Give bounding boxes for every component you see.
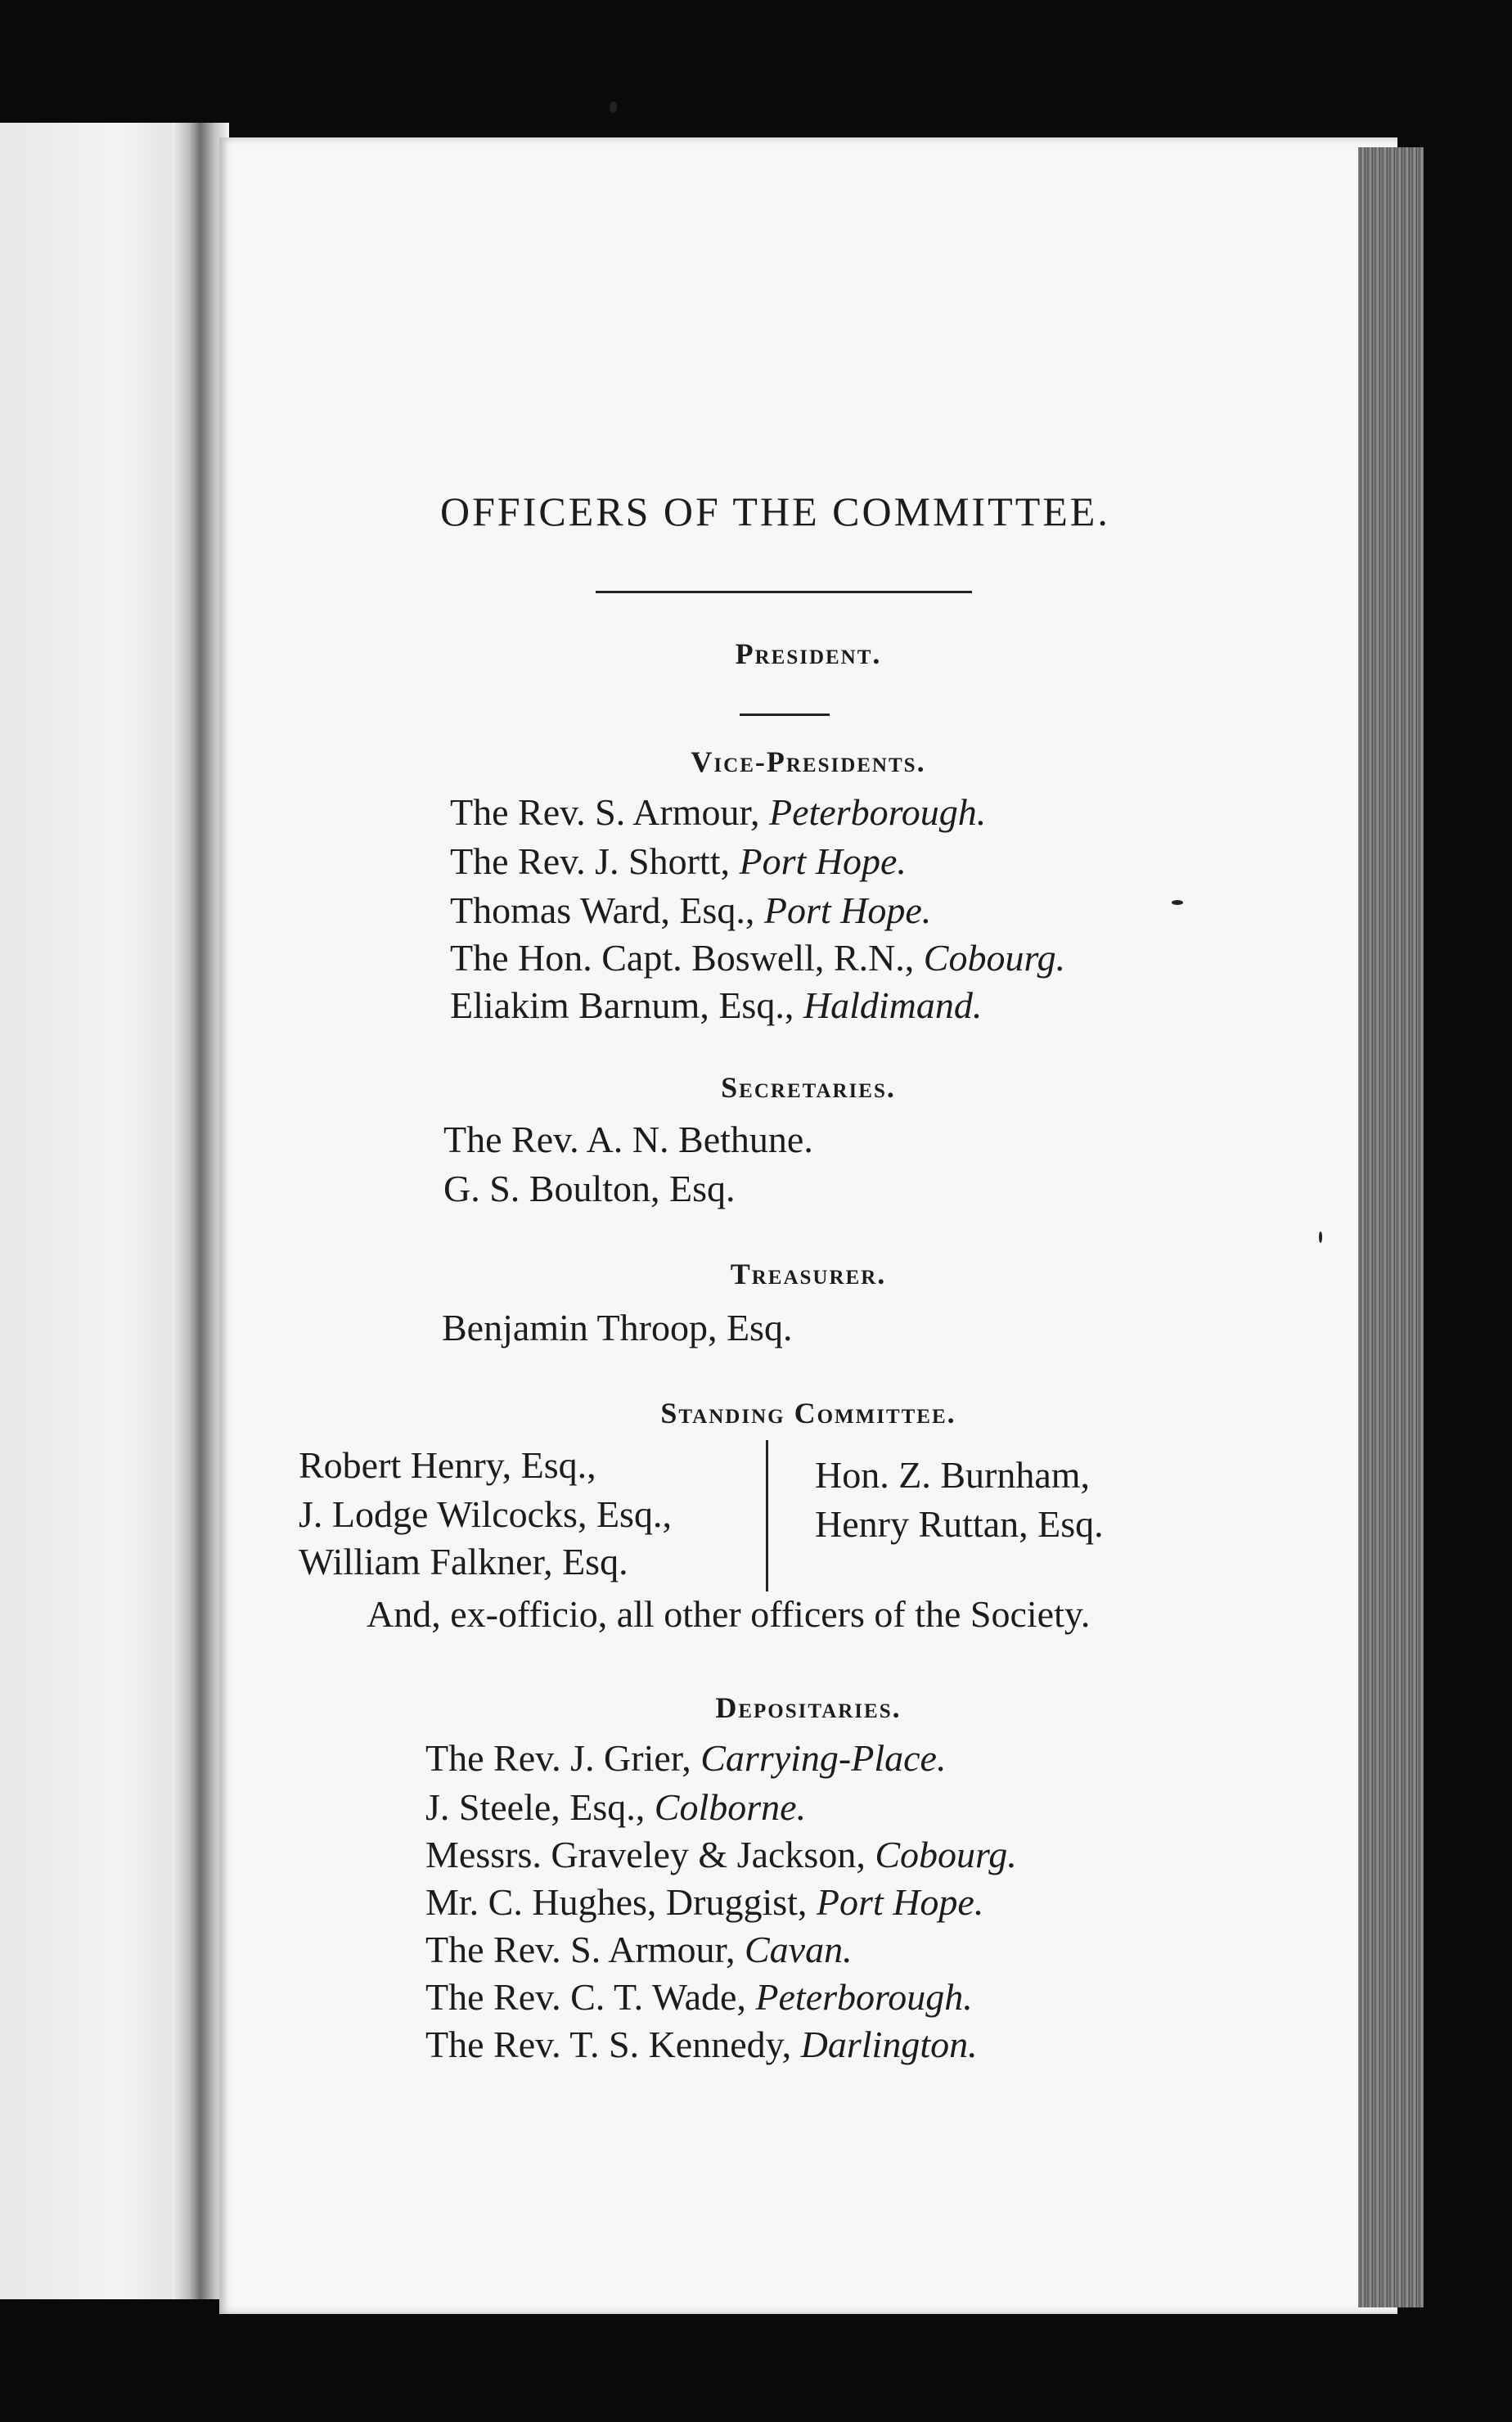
- president-rule: [740, 714, 830, 716]
- vice-president-line: The Rev. S. Armour, Peterborough.: [450, 791, 987, 833]
- secretary-line: The Rev. A. N. Bethune.: [443, 1119, 813, 1160]
- vice-president-line: The Rev. J. Shortt, Port Hope.: [450, 840, 907, 882]
- depositary-line: Mr. C. Hughes, Druggist, Port Hope.: [425, 1881, 984, 1923]
- depositaries-heading: Depositaries.: [715, 1691, 902, 1724]
- committee-member-left: Robert Henry, Esq.,: [299, 1444, 596, 1486]
- president-heading: President.: [735, 637, 882, 670]
- secretaries-heading: Secretaries.: [721, 1071, 896, 1104]
- vice-president-line: Eliakim Barnum, Esq., Haldimand.: [450, 984, 983, 1026]
- committee-member-left: William Falkner, Esq.: [299, 1541, 628, 1582]
- scan-speck: [1319, 1231, 1322, 1243]
- treasurer-line: Benjamin Throop, Esq.: [442, 1307, 793, 1348]
- standing-committee-heading: Standing Committee.: [660, 1397, 956, 1429]
- depositary-line: The Rev. T. S. Kennedy, Darlington.: [425, 2024, 978, 2065]
- depositary-line: The Rev. J. Grier, Carrying-Place.: [425, 1737, 947, 1779]
- committee-member-left: J. Lodge Wilcocks, Esq.,: [299, 1493, 672, 1535]
- committee-member-right: Hon. Z. Burnham,: [815, 1454, 1091, 1496]
- scan-speck: [610, 101, 617, 113]
- committee-column-divider: [766, 1440, 768, 1591]
- committee-member-right: Henry Ruttan, Esq.: [815, 1503, 1104, 1545]
- treasurer-heading: Treasurer.: [730, 1258, 887, 1290]
- scan-speck: [1172, 900, 1183, 905]
- page-stack-edge: [1358, 147, 1424, 2307]
- title-rule: [596, 591, 972, 593]
- vice-president-line: The Hon. Capt. Boswell, R.N., Cobourg.: [450, 937, 1066, 979]
- vice-presidents-heading: Vice-Presidents.: [691, 745, 926, 778]
- page-title: OFFICERS OF THE COMMITTEE.: [440, 488, 1110, 534]
- depositary-line: The Rev. C. T. Wade, Peterborough.: [425, 1976, 973, 2018]
- secretary-line: G. S. Boulton, Esq.: [443, 1168, 736, 1209]
- ex-officio-note: And, ex-officio, all other officers of the Society.: [367, 1593, 1091, 1635]
- depositary-line: Messrs. Graveley & Jackson, Cobourg.: [425, 1834, 1017, 1875]
- vice-president-line: Thomas Ward, Esq., Port Hope.: [450, 889, 932, 931]
- depositary-line: J. Steele, Esq., Colborne.: [425, 1786, 807, 1828]
- depositary-line: The Rev. S. Armour, Cavan.: [425, 1929, 853, 1970]
